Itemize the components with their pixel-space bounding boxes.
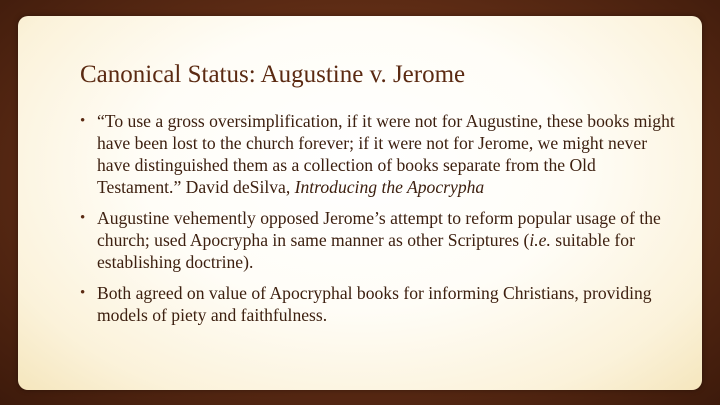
book-title-italic: Introducing the Apocrypha bbox=[294, 177, 485, 197]
bullet-dot-icon: • bbox=[80, 285, 86, 301]
bullet-dot-icon: • bbox=[80, 113, 86, 129]
slide-title: Canonical Status: Augustine v. Jerome bbox=[80, 61, 466, 88]
bullet-item-1 bbox=[80, 110, 680, 198]
bullet-item-3 bbox=[80, 282, 680, 326]
slide bbox=[18, 16, 702, 390]
bullet-3-text: Both agreed on value of Apocryphal books for informing Christians, providing models of piety and faithfulness. bbox=[97, 283, 652, 325]
bullet-2-text-after: suitable for establishing doctrine). bbox=[97, 230, 635, 272]
bullet-1-text: “To use a gross oversimplification, if it were not for Augustine, these books might have been lost to the church forever; if it were not for Jerome, we might never have distinguished them as a collection of books separate from the Old Testament.” David deSilva, bbox=[97, 111, 675, 197]
ie-italic: i.e. bbox=[529, 230, 551, 250]
bullet-item-2 bbox=[80, 207, 680, 273]
bullet-2-text-before: Augustine vehemently opposed Jerome’s attempt to reform popular usage of the church; used Apocrypha in same manner as other Scriptures ( bbox=[97, 208, 661, 250]
bullet-dot-icon: • bbox=[80, 210, 86, 226]
bullet-list bbox=[80, 110, 680, 335]
